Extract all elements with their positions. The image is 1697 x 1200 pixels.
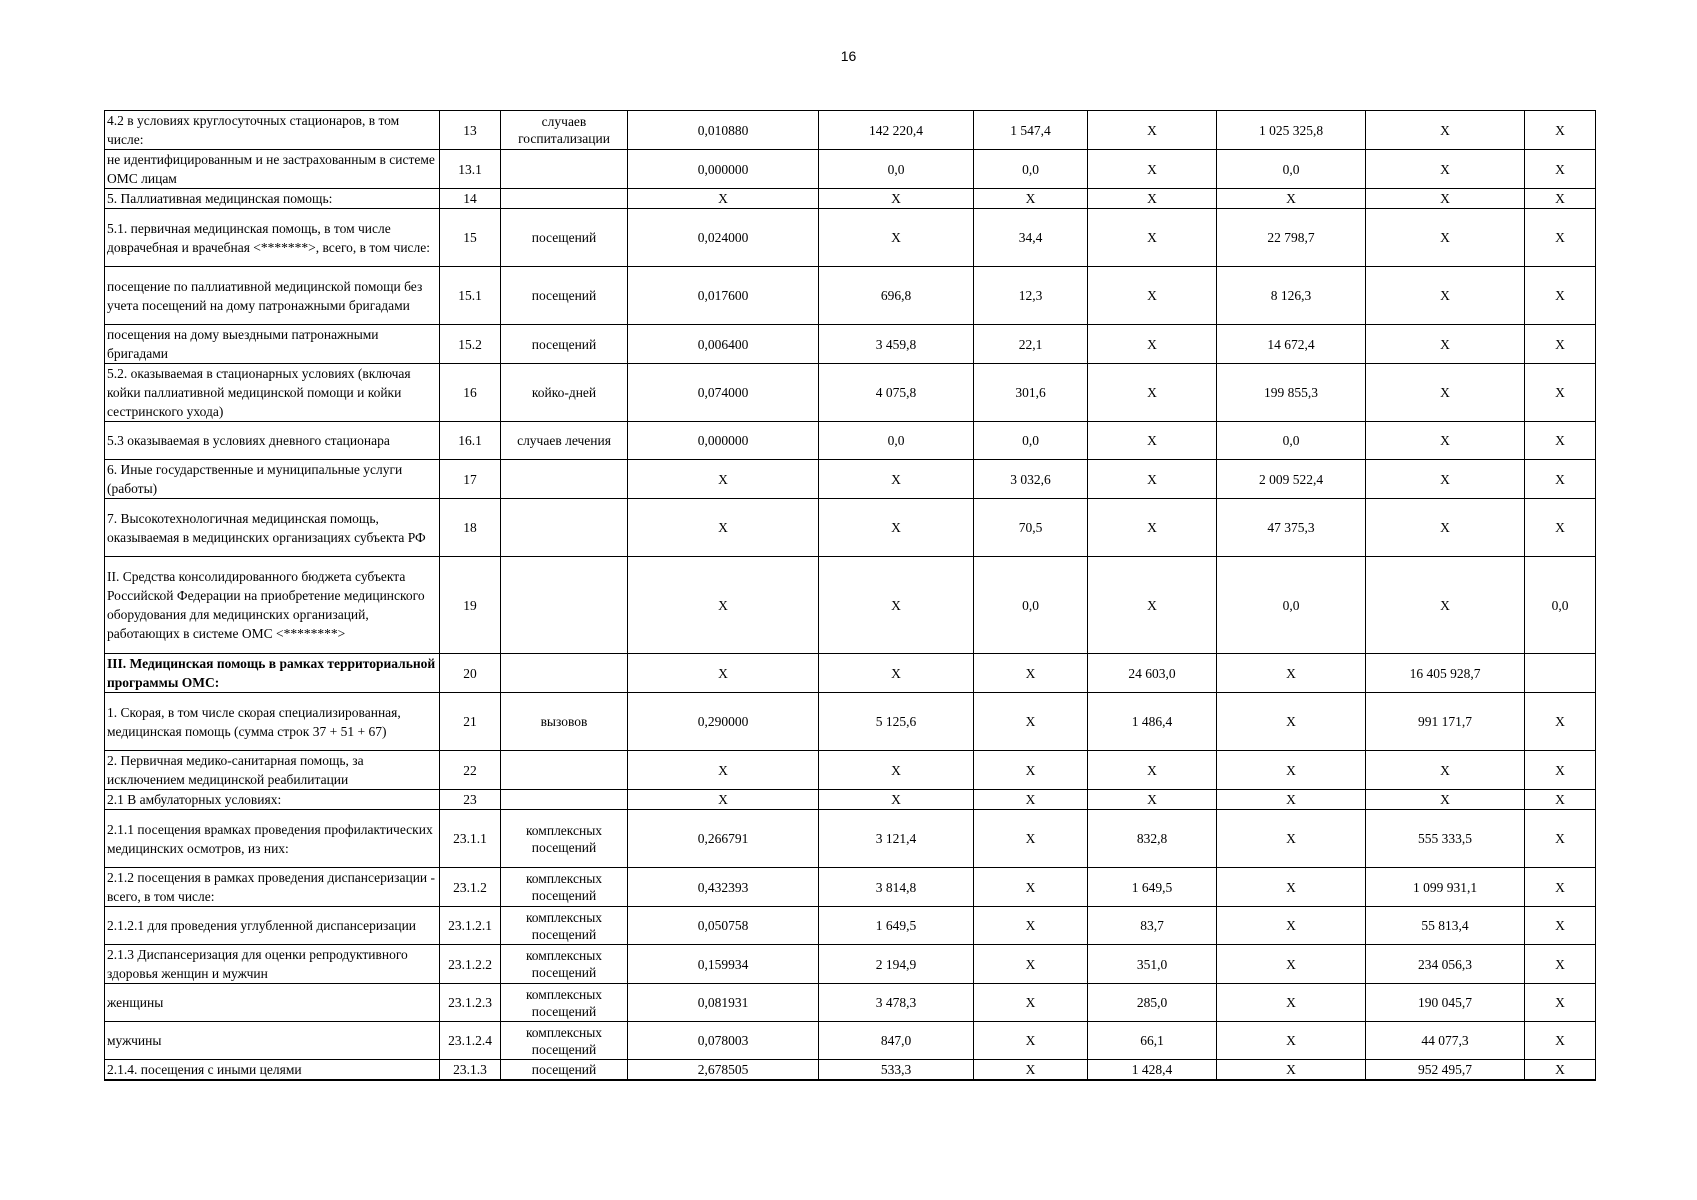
row-value-6: 1 099 931,1 (1366, 868, 1525, 907)
row-value-3: 34,4 (974, 209, 1088, 267)
row-value-3: X (974, 907, 1088, 945)
row-value-5: X (1217, 945, 1366, 984)
row-value-4: X (1088, 751, 1217, 790)
row-value-4: X (1088, 460, 1217, 499)
row-value-6: X (1366, 751, 1525, 790)
row-value-3: 12,3 (974, 267, 1088, 325)
row-code: 13.1 (440, 150, 501, 189)
row-value-3: 70,5 (974, 499, 1088, 557)
row-value-4: X (1088, 422, 1217, 460)
row-code: 23 (440, 790, 501, 810)
row-code: 23.1.2.1 (440, 907, 501, 945)
table-row (105, 325, 1596, 364)
row-value-2: X (819, 499, 974, 557)
row-value-1: 0,290000 (628, 693, 819, 751)
row-code: 21 (440, 693, 501, 751)
row-value-6: 952 495,7 (1366, 1060, 1525, 1081)
row-code: 16 (440, 364, 501, 422)
row-value-3: X (974, 751, 1088, 790)
row-value-7: X (1525, 422, 1596, 460)
row-value-1: 0,017600 (628, 267, 819, 325)
table-row (105, 790, 1596, 810)
row-value-3: X (974, 189, 1088, 209)
row-value-5: X (1217, 751, 1366, 790)
row-value-3: 0,0 (974, 150, 1088, 189)
row-value-2: X (819, 557, 974, 654)
row-value-1: X (628, 557, 819, 654)
row-value-5: X (1217, 654, 1366, 693)
row-value-6: X (1366, 111, 1525, 150)
row-unit (501, 460, 628, 499)
row-value-1: 0,081931 (628, 984, 819, 1022)
row-name: 4.2 в условиях круглосуточных стационаров, в том числе: (105, 111, 440, 150)
row-value-5: 8 126,3 (1217, 267, 1366, 325)
row-value-1: 0,024000 (628, 209, 819, 267)
row-code: 15.2 (440, 325, 501, 364)
row-unit: посещений (501, 209, 628, 267)
row-value-4: 1 649,5 (1088, 868, 1217, 907)
row-value-6: 555 333,5 (1366, 810, 1525, 868)
page-number: 16 (840, 48, 857, 64)
table-row (105, 150, 1596, 189)
row-value-4: X (1088, 189, 1217, 209)
row-value-7: X (1525, 267, 1596, 325)
row-unit: комплексных посещений (501, 868, 628, 907)
row-value-4: X (1088, 557, 1217, 654)
table-row (105, 1060, 1596, 1081)
row-value-6: X (1366, 364, 1525, 422)
row-name: посещение по паллиативной медицинской помощи без учета посещений на дому патронажными бригадами (105, 267, 440, 325)
row-value-5: X (1217, 907, 1366, 945)
row-value-1: 2,678505 (628, 1060, 819, 1081)
row-value-1: 0,432393 (628, 868, 819, 907)
row-value-2: 533,3 (819, 1060, 974, 1081)
row-value-7: X (1525, 1022, 1596, 1060)
row-value-4: 1 428,4 (1088, 1060, 1217, 1081)
row-value-5: X (1217, 1060, 1366, 1081)
row-value-4: 83,7 (1088, 907, 1217, 945)
row-value-7: X (1525, 325, 1596, 364)
row-code: 23.1.2 (440, 868, 501, 907)
row-code: 19 (440, 557, 501, 654)
row-value-2: 3 478,3 (819, 984, 974, 1022)
row-value-5: 0,0 (1217, 557, 1366, 654)
row-value-2: X (819, 209, 974, 267)
table-row (105, 422, 1596, 460)
row-name: 7. Высокотехнологичная медицинская помощь, оказываемая в медицинских организациях субъекта РФ (105, 499, 440, 557)
row-value-1: 0,000000 (628, 150, 819, 189)
row-code: 22 (440, 751, 501, 790)
row-value-7: X (1525, 907, 1596, 945)
row-code: 20 (440, 654, 501, 693)
row-value-6: 991 171,7 (1366, 693, 1525, 751)
row-value-5: X (1217, 810, 1366, 868)
row-code: 15.1 (440, 267, 501, 325)
row-value-6: X (1366, 422, 1525, 460)
row-value-4: X (1088, 209, 1217, 267)
table-row (105, 907, 1596, 945)
row-value-7: X (1525, 1060, 1596, 1081)
row-value-6: X (1366, 209, 1525, 267)
row-value-7: X (1525, 868, 1596, 907)
row-value-3: 301,6 (974, 364, 1088, 422)
row-value-5: 47 375,3 (1217, 499, 1366, 557)
row-value-7: X (1525, 111, 1596, 150)
row-value-2: 1 649,5 (819, 907, 974, 945)
row-unit: комплексных посещений (501, 984, 628, 1022)
row-value-6: X (1366, 460, 1525, 499)
row-unit (501, 189, 628, 209)
row-value-4: X (1088, 150, 1217, 189)
row-name: 2.1.2.1 для проведения углубленной диспансеризации (105, 907, 440, 945)
table-row (105, 868, 1596, 907)
row-value-6: X (1366, 499, 1525, 557)
row-value-1: X (628, 189, 819, 209)
row-value-1: 0,074000 (628, 364, 819, 422)
row-value-3: X (974, 984, 1088, 1022)
row-value-1: 0,006400 (628, 325, 819, 364)
row-value-2: 2 194,9 (819, 945, 974, 984)
row-value-5: X (1217, 693, 1366, 751)
row-value-2: 696,8 (819, 267, 974, 325)
row-value-3: 0,0 (974, 422, 1088, 460)
row-value-6: X (1366, 189, 1525, 209)
row-value-2: X (819, 654, 974, 693)
row-value-6: X (1366, 557, 1525, 654)
row-value-6: X (1366, 325, 1525, 364)
row-value-3: X (974, 945, 1088, 984)
row-value-3: X (974, 810, 1088, 868)
row-value-2: 3 121,4 (819, 810, 974, 868)
row-value-4: 832,8 (1088, 810, 1217, 868)
row-name: 5.1. первичная медицинская помощь, в том числе доврачебная и врачебная <*******>, всего, в том числе: (105, 209, 440, 267)
row-value-1: X (628, 499, 819, 557)
row-value-2: 5 125,6 (819, 693, 974, 751)
row-value-7: X (1525, 189, 1596, 209)
row-code: 16.1 (440, 422, 501, 460)
row-unit: посещений (501, 325, 628, 364)
row-value-5: X (1217, 868, 1366, 907)
row-value-1: 0,159934 (628, 945, 819, 984)
table-row (105, 984, 1596, 1022)
table-row (105, 189, 1596, 209)
row-value-7: X (1525, 150, 1596, 189)
row-name: мужчины (105, 1022, 440, 1060)
row-name: 5.3 оказываемая в условиях дневного стационара (105, 422, 440, 460)
row-value-2: 4 075,8 (819, 364, 974, 422)
row-value-7: X (1525, 751, 1596, 790)
row-value-5: 0,0 (1217, 422, 1366, 460)
row-unit (501, 499, 628, 557)
row-value-1: X (628, 654, 819, 693)
row-value-4: 66,1 (1088, 1022, 1217, 1060)
row-name: 1. Скорая, в том числе скорая специализированная, медицинская помощь (сумма строк 37 + 51 + 67) (105, 693, 440, 751)
row-name: 2. Первичная медико-санитарная помощь, за исключением медицинской реабилитации (105, 751, 440, 790)
row-value-3: X (974, 1060, 1088, 1081)
row-value-4: 1 486,4 (1088, 693, 1217, 751)
row-value-5: 2 009 522,4 (1217, 460, 1366, 499)
row-value-3: 3 032,6 (974, 460, 1088, 499)
row-code: 23.1.3 (440, 1060, 501, 1081)
row-value-3: X (974, 868, 1088, 907)
row-unit (501, 150, 628, 189)
row-value-6: X (1366, 267, 1525, 325)
table-row (105, 364, 1596, 422)
row-code: 23.1.2.2 (440, 945, 501, 984)
row-code: 13 (440, 111, 501, 150)
row-value-4: X (1088, 499, 1217, 557)
row-value-6: X (1366, 150, 1525, 189)
row-value-7 (1525, 654, 1596, 693)
row-value-5: 0,0 (1217, 150, 1366, 189)
row-unit: случаев лечения (501, 422, 628, 460)
row-value-7: X (1525, 460, 1596, 499)
row-value-7: X (1525, 499, 1596, 557)
row-value-4: X (1088, 325, 1217, 364)
row-value-1: X (628, 790, 819, 810)
row-value-7: X (1525, 984, 1596, 1022)
row-code: 14 (440, 189, 501, 209)
row-unit: случаев госпитализации (501, 111, 628, 150)
row-value-1: 0,050758 (628, 907, 819, 945)
row-value-1: 0,010880 (628, 111, 819, 150)
row-value-5: 14 672,4 (1217, 325, 1366, 364)
row-value-4: X (1088, 267, 1217, 325)
row-code: 18 (440, 499, 501, 557)
row-code: 15 (440, 209, 501, 267)
row-value-3: 22,1 (974, 325, 1088, 364)
row-value-7: X (1525, 364, 1596, 422)
row-unit: комплексных посещений (501, 907, 628, 945)
table-row (105, 111, 1596, 150)
row-unit (501, 654, 628, 693)
row-value-1: X (628, 460, 819, 499)
row-value-2: X (819, 751, 974, 790)
row-name: 5. Паллиативная медицинская помощь: (105, 189, 440, 209)
row-name: 6. Иные государственные и муниципальные услуги (работы) (105, 460, 440, 499)
row-value-2: 142 220,4 (819, 111, 974, 150)
row-value-6: 44 077,3 (1366, 1022, 1525, 1060)
table-row (105, 751, 1596, 790)
row-value-6: X (1366, 790, 1525, 810)
row-value-2: 847,0 (819, 1022, 974, 1060)
table-row (105, 499, 1596, 557)
table-row (105, 693, 1596, 751)
table-row (105, 654, 1596, 693)
row-unit: вызовов (501, 693, 628, 751)
row-name: 2.1.3 Диспансеризация для оценки репродуктивного здоровья женщин и мужчин (105, 945, 440, 984)
row-code: 23.1.2.3 (440, 984, 501, 1022)
table-row (105, 557, 1596, 654)
row-value-2: 0,0 (819, 150, 974, 189)
table-row (105, 945, 1596, 984)
row-name: не идентифицированным и не застрахованным в системе ОМС лицам (105, 150, 440, 189)
row-value-7: X (1525, 945, 1596, 984)
row-name: посещения на дому выездными патронажными бригадами (105, 325, 440, 364)
row-value-3: X (974, 693, 1088, 751)
row-value-5: X (1217, 189, 1366, 209)
row-name: 2.1.1 посещения врамках проведения профилактических медицинских осмотров, из них: (105, 810, 440, 868)
row-unit: посещений (501, 267, 628, 325)
row-value-4: X (1088, 364, 1217, 422)
row-value-7: X (1525, 810, 1596, 868)
row-unit: комплексных посещений (501, 810, 628, 868)
row-value-3: 1 547,4 (974, 111, 1088, 150)
row-unit (501, 790, 628, 810)
row-name: 2.1.4. посещения с иными целями (105, 1060, 440, 1081)
row-unit (501, 751, 628, 790)
row-value-1: X (628, 751, 819, 790)
row-name: II. Средства консолидированного бюджета субъекта Российской Федерации на приобретение медицинского оборудования для медицинских организаций, работающих в системе ОМС <********> (105, 557, 440, 654)
row-name: III. Медицинская помощь в рамках территориальной программы ОМС: (105, 654, 440, 693)
row-value-4: 351,0 (1088, 945, 1217, 984)
row-value-2: 0,0 (819, 422, 974, 460)
row-unit: комплексных посещений (501, 945, 628, 984)
row-value-1: 0,266791 (628, 810, 819, 868)
row-value-7: X (1525, 790, 1596, 810)
row-value-4: X (1088, 790, 1217, 810)
table-row (105, 810, 1596, 868)
row-value-6: 55 813,4 (1366, 907, 1525, 945)
row-value-3: X (974, 654, 1088, 693)
row-value-1: 0,078003 (628, 1022, 819, 1060)
row-code: 23.1.2.4 (440, 1022, 501, 1060)
row-value-3: X (974, 1022, 1088, 1060)
row-value-2: X (819, 189, 974, 209)
row-value-6: 234 056,3 (1366, 945, 1525, 984)
row-code: 23.1.1 (440, 810, 501, 868)
table-row (105, 267, 1596, 325)
row-value-4: 24 603,0 (1088, 654, 1217, 693)
row-value-7: 0,0 (1525, 557, 1596, 654)
row-value-5: X (1217, 790, 1366, 810)
row-value-3: X (974, 790, 1088, 810)
row-name: 2.1 В амбулаторных условиях: (105, 790, 440, 810)
row-value-1: 0,000000 (628, 422, 819, 460)
row-value-6: 16 405 928,7 (1366, 654, 1525, 693)
row-unit: комплексных посещений (501, 1022, 628, 1060)
row-value-3: 0,0 (974, 557, 1088, 654)
row-value-4: 285,0 (1088, 984, 1217, 1022)
row-value-5: 199 855,3 (1217, 364, 1366, 422)
row-value-4: X (1088, 111, 1217, 150)
row-value-2: X (819, 790, 974, 810)
row-code: 17 (440, 460, 501, 499)
row-value-2: 3 459,8 (819, 325, 974, 364)
row-value-5: 1 025 325,8 (1217, 111, 1366, 150)
row-value-2: X (819, 460, 974, 499)
row-value-5: X (1217, 984, 1366, 1022)
row-name: 5.2. оказываемая в стационарных условиях (включая койки паллиативной медицинской помощи и койки сестринского ухода) (105, 364, 440, 422)
row-value-2: 3 814,8 (819, 868, 974, 907)
row-unit (501, 557, 628, 654)
table-row (105, 209, 1596, 267)
row-value-7: X (1525, 209, 1596, 267)
row-unit: посещений (501, 1060, 628, 1081)
table-row (105, 1022, 1596, 1060)
row-value-5: X (1217, 1022, 1366, 1060)
row-unit: койко-дней (501, 364, 628, 422)
row-value-5: 22 798,7 (1217, 209, 1366, 267)
row-name: 2.1.2 посещения в рамках проведения диспансеризации - всего, в том числе: (105, 868, 440, 907)
row-name: женщины (105, 984, 440, 1022)
row-value-7: X (1525, 693, 1596, 751)
data-table (104, 110, 1596, 1081)
row-value-6: 190 045,7 (1366, 984, 1525, 1022)
table-row (105, 460, 1596, 499)
